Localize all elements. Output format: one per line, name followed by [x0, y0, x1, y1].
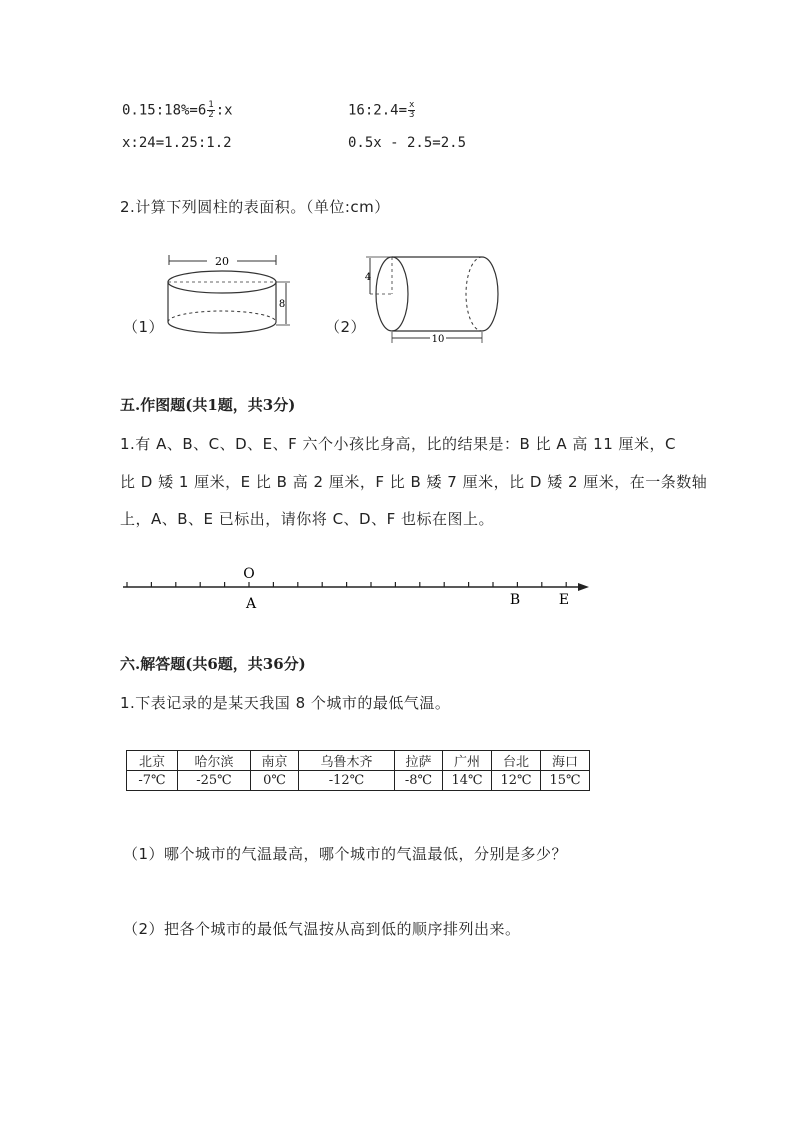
table-cell: 14℃ [443, 771, 492, 791]
equation-2-left: 16:2.4= [348, 102, 408, 119]
equation-1 [122, 101, 233, 120]
temperature-table [126, 750, 590, 791]
table-cell: 南京 [251, 751, 299, 771]
right-back-arc [466, 257, 482, 331]
table-cell: 拉萨 [395, 751, 443, 771]
table-cell: 哈尔滨 [178, 751, 251, 771]
table-cell: 0℃ [251, 771, 299, 791]
table-cell: 台北 [492, 751, 541, 771]
axis-ticks [127, 582, 566, 587]
table-cell: 15℃ [541, 771, 590, 791]
equation-3: x:24=1.25:1.2 [122, 135, 232, 151]
equation-4: 0.5x - 2.5=2.5 [348, 135, 467, 151]
section-6-sub-2: （2）把各个城市的最低气温按从高到低的顺序排列出来。 [123, 920, 521, 938]
point-label-a: A [245, 596, 257, 612]
figure-1-label: （1） [123, 318, 165, 336]
fraction-denominator: 3 [409, 110, 415, 120]
equation-1-left: 0.15:18%=6 [122, 102, 207, 119]
point-label-b: B [509, 592, 521, 608]
table-cell: 广州 [443, 751, 492, 771]
section-5-q1-line-1: 1.有 A、B、C、D、E、F 六个小孩比身高，比的结果是：B 比 A 高 11 厘米，C [120, 435, 676, 453]
bottom-back-arc [168, 311, 276, 322]
bottom-front-arc [168, 322, 276, 333]
section-5-q1-line-3: 上，A、B、E 已标出，请你将 C、D、F 也标在图上。 [120, 510, 494, 528]
fraction-denominator: 2 [208, 110, 214, 120]
table-cell: 北京 [127, 751, 178, 771]
radius-label: 4 [364, 272, 372, 283]
table-cell: -7℃ [127, 771, 178, 791]
number-line [115, 560, 600, 615]
point-label-e: E [558, 592, 570, 608]
table-cell: 乌鲁木齐 [299, 751, 395, 771]
q2-prompt: 2.计算下列圆柱的表面积。（单位:cm） [120, 198, 390, 216]
equation-1-fraction [207, 101, 214, 120]
table-cell: -12℃ [299, 771, 395, 791]
table-cell: 12℃ [492, 771, 541, 791]
height-label: 8 [278, 299, 286, 310]
equation-1-right: :x [215, 102, 233, 119]
axis-arrow [578, 583, 589, 591]
fraction-numerator: x [409, 100, 415, 110]
section-5-title: 五.作图题(共1题，共3分) [120, 396, 296, 414]
fraction-numerator: 1 [208, 100, 214, 110]
table-cell: -25℃ [178, 771, 251, 791]
section-6-sub-1: （1）哪个城市的气温最高，哪个城市的气温最低，分别是多少？ [123, 845, 568, 863]
section-6-q1-prompt: 1.下表记录的是某天我国 8 个城市的最低气温。 [120, 694, 451, 712]
section-5-q1-line-2: 比 D 矮 1 厘米，E 比 B 高 2 厘米，F 比 B 矮 7 厘米，比 D 矮 2 厘米，在一条数轴 [120, 473, 708, 491]
table-row-cities [127, 751, 590, 771]
cylinder-figure-2 [360, 250, 500, 350]
length-label: 10 [431, 334, 445, 345]
table-row-temps [127, 771, 590, 791]
cylinder-figure-1 [155, 245, 300, 345]
diameter-label: 20 [215, 255, 229, 268]
figure-2-label: （2） [325, 318, 367, 336]
origin-label: O [243, 566, 255, 582]
equation-2-fraction [408, 101, 415, 120]
right-front-arc [482, 257, 498, 331]
table-cell: -8℃ [395, 771, 443, 791]
section-6-title: 六.解答题(共6题，共36分) [120, 655, 306, 673]
table-cell: 海口 [541, 751, 590, 771]
equation-2 [348, 101, 416, 120]
